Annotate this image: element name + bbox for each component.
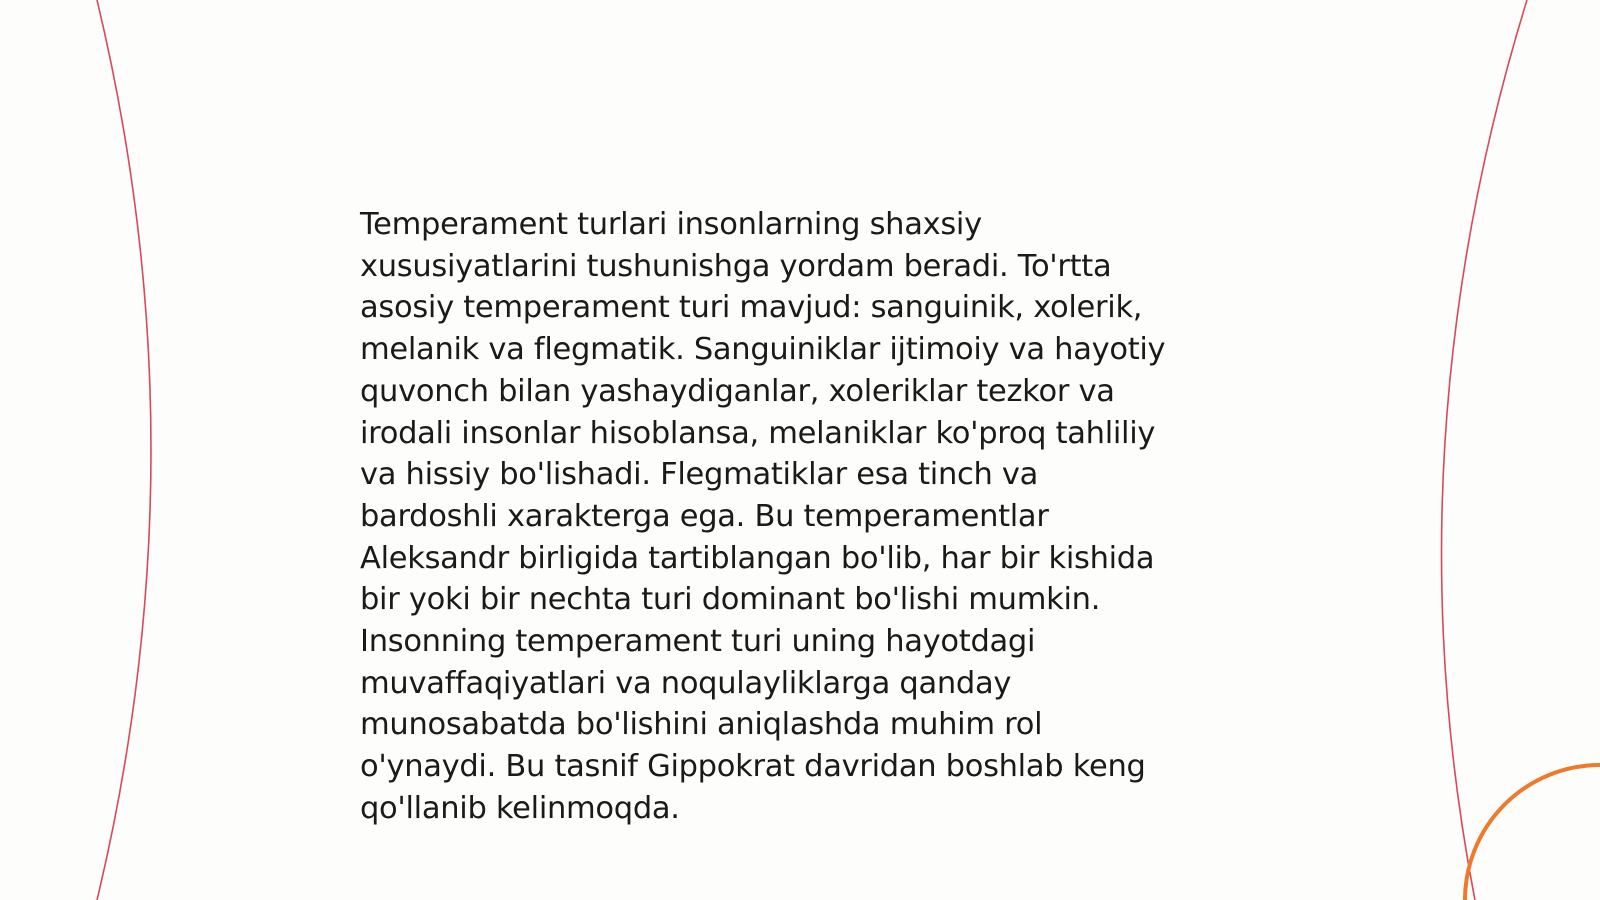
orange-circle-outline bbox=[1465, 765, 1600, 900]
left-curve-line bbox=[97, 0, 151, 900]
body-paragraph: Temperament turlari insonlarning shaxsiy xususiyatlarini tushunishga yordam beradi. To'rtta asosiy temperament turi mavjud: sanguinik, xolerik, melanik va flegmatik. Sanguiniklar ijtimoiy va hayotiy quvonch bilan yashaydiganlar, xoleriklar tezkor va irodali insonlar hisoblansa, melaniklar ko'proq tahliliy va hissiy bo'lishadi. Flegmatiklar esa tinch va bardoshli xarakterga ega. Bu temperamentlar Aleksandr birligida tartiblangan bo'lib, har bir kishida bir yoki bir nechta turi dominant bo'lishi mumkin. Insonning temperament turi uning hayotdagi muvaffaqiyatlari va noqulayliklarga qanday munosabatda bo'lishini aniqlashda muhim rol o'ynaydi. Bu tasnif Gippokrat davridan boshlab keng qo'llanib kelinmoqda. bbox=[360, 207, 1166, 826]
right-curve-line bbox=[1442, 0, 1527, 900]
